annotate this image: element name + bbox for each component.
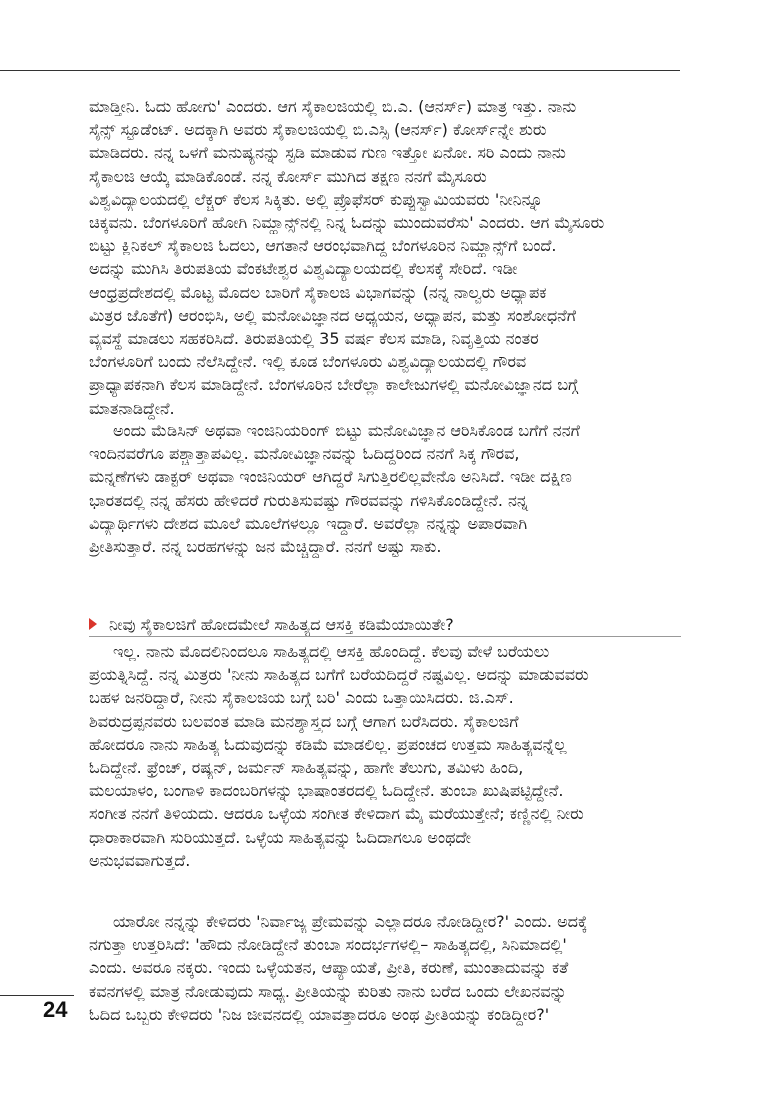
- text-line: ಮಾಡ್ತೀನಿ. ಓದು ಹೋಗು' ಎಂದರು. ಆಗ ಸೈಕಾಲಜಿಯಲ್ಲಿ ಬಿ.ಎ. (ಆನರ್ಸ್) ಮಾತ್ರ ಇತ್ತು. ನಾನು: [89, 97, 577, 116]
- page-number: 24: [43, 997, 68, 1022]
- text-line: ಇಲ್ಲ. ನಾನು ಮೊದಲಿನಿಂದಲೂ ಸಾಹಿತ್ಯದಲ್ಲಿ ಆಸಕ್ತಿ ಹೊಂದಿದ್ದೆ. ಕೆಲವು ವೇಳೆ ಬರೆಯಲು: [113, 642, 550, 661]
- text-line: ಹೋದರೂ ನಾನು ಸಾಹಿತ್ಯ ಓದುವುದನ್ನು ಕಡಿಮೆ ಮಾಡಲಿಲ್ಲ. ಪ್ರಪಂಚದ ಉತ್ತಮ ಸಾಹಿತ್ಯವನ್ನೆಲ್ಲ: [89, 734, 567, 754]
- text-line: ಮನ್ನಣೆಗಳು ಡಾಕ್ಟರ್ ಅಥವಾ ಇಂಜಿನಿಯರ್ ಆಗಿದ್ದರೆ ಸಿಗುತ್ತಿರಲಿಲ್ಲವೇನೊ ಅನಿಸಿದೆ. ಇಡೀ ದಕ್ಷಿಣ: [89, 467, 572, 487]
- text-line: ಚಿಕ್ಕವನು. ಬೆಂಗಳೂರಿಗೆ ಹೋಗಿ ನಿಮ್ಹಾನ್ಸ್‌ನಲ್ಲಿ ನಿನ್ನ ಓದನ್ನು ಮುಂದುವರೆಸು' ಎಂದರು. ಆಗ ಮೈಸೂರು: [89, 213, 605, 233]
- text-line: ಸೈನ್ಸ್ ಸ್ಟೂಡೆಂಟ್. ಅದಕ್ಕಾಗಿ ಅವರು ಸೈಕಾಲಜಿಯಲ್ಲಿ ಬಿ.ಎಸ್ಸಿ (ಆನರ್ಸ್) ಕೋರ್ಸ್‌ನ್ನೇ ಶುರು: [89, 120, 547, 140]
- paragraph-3: [89, 640, 681, 872]
- top-rule: [0, 70, 680, 71]
- text-line: ಯಾರೋ ನನ್ನನ್ನು ಕೇಳಿದರು 'ನಿರ್ವಾಜ್ಯ ಪ್ರೇಮವನ್ನು ಎಲ್ಲಾದರೂ ನೋಡಿದ್ದೀರ?' ಎಂದು. ಅದಕ್ಕೆ: [113, 912, 588, 931]
- text-line: ಅಂದು ಮೆಡಿಸಿನ್ ಅಥವಾ ಇಂಜಿನಿಯರಿಂಗ್ ಬಿಟ್ಟು ಮನೋವಿಜ್ಞಾನ ಆರಿಸಿಕೊಂಡ ಬಗೆಗೆ ನನಗೆ: [113, 421, 580, 440]
- text-line: ಇಂದಿನವರೆಗೂ ಪಶ್ಚಾತ್ತಾಪವಿಲ್ಲ. ಮನೋವಿಜ್ಞಾನವನ್ನು ಓದಿದ್ದರಿಂದ ನನಗೆ ಸಿಕ್ಕ ಗೌರವ,: [89, 444, 520, 464]
- text-line: ಪ್ರಯತ್ನಿಸಿದ್ದೆ. ನನ್ನ ಮಿತ್ರರು 'ನೀನು ಸಾಹಿತ್ಯದ ಬಗೆಗೆ ಬರೆಯದಿದ್ದರೆ ನಷ್ಟವಿಲ್ಲ. ಅದನ್ನು ಮಾಡುವವರು: [89, 665, 589, 685]
- text-line: ಮಲಯಾಳಂ, ಬಂಗಾಳಿ ಕಾದಂಬರಿಗಳನ್ನು ಭಾಷಾಂತರದಲ್ಲಿ ಓದಿದ್ದೇನೆ. ತುಂಬಾ ಖುಷಿಪಟ್ಟಿದ್ದೇನೆ.: [89, 781, 564, 801]
- text-line: ಸೈಕಾಲಜಿ ಆಯ್ಕೆ ಮಾಡಿಕೊಂಡೆ. ನನ್ನ ಕೋರ್ಸ್ ಮುಗಿದ ತಕ್ಷಣ ನನಗೆ ಮೈಸೂರು: [89, 166, 487, 186]
- paragraph-2: [89, 419, 681, 558]
- text-line: ಅನುಭವವಾಗುತ್ತದೆ.: [89, 850, 191, 870]
- question-divider: [89, 636, 681, 637]
- question-text: ನೀವು ಸೈಕಾಲಜಿಗೆ ಹೋದಮೇಲೆ ಸಾಹಿತ್ಯದ ಆಸಕ್ತಿ ಕಡಿಮೆಯಾಯಿತೇ?: [109, 615, 454, 634]
- text-line: ವಿದ್ಯಾರ್ಥಿಗಳು ದೇಶದ ಮೂಲೆ ಮೂಲೆಗಳಲ್ಲೂ ಇದ್ದಾರೆ. ಅವರೆಲ್ಲಾ ನನ್ನನ್ನು ಅಪಾರವಾಗಿ: [89, 513, 528, 533]
- text-line: ಎಂದು. ಅವರೂ ನಕ್ಕರು. ಇಂದು ಒಳ್ಳೆಯತನ, ಆಪ್ಯಾಯತೆ, ಪ್ರೀತಿ, ಕರುಣೆ, ಮುಂತಾದುವನ್ನು ಕತೆ: [89, 958, 569, 978]
- text-line: ಆಂಧ್ರಪ್ರದೇಶದಲ್ಲಿ ಮೊಟ್ಟ ಮೊದಲ ಬಾರಿಗೆ ಸೈಕಾಲಜಿ ವಿಭಾಗವನ್ನು (ನನ್ನ ನಾಲ್ವರು ಅಧ್ಯಾಪಕ: [89, 282, 547, 302]
- text-line: ವ್ಯವಸ್ಥೆ ಮಾಡಲು ಸಹಕರಿಸಿದೆ. ತಿರುಪತಿಯಲ್ಲಿ 35 ವರ್ಷ ಕೆಲಸ ಮಾಡಿ, ನಿವೃತ್ತಿಯ ನಂತರ: [89, 329, 539, 349]
- text-line: ಪ್ರೀತಿಸುತ್ತಾರೆ. ನನ್ನ ಬರಹಗಳನ್ನು ಜನ ಮೆಚ್ಚಿದ್ದಾರೆ. ನನಗೆ ಅಷ್ಟು ಸಾಕು.: [89, 537, 442, 557]
- text-line: ಸಂಗೀತ ನನಗೆ ತಿಳಿಯದು. ಆದರೂ ಒಳ್ಳೆಯ ಸಂಗೀತ ಕೇಳಿದಾಗ ಮೈ ಮರೆಯುತ್ತೇನೆ; ಕಣ್ಣಿನಲ್ಲಿ ನೀರು: [89, 804, 584, 824]
- text-line: ವಿಶ್ವವಿದ್ಯಾಲಯದಲ್ಲಿ ಲೆಕ್ಚರ್ ಕೆಲಸ ಸಿಕ್ಕಿತು. ಅಲ್ಲಿ ಪ್ರೊಫೆಸರ್ ಕುಪ್ಪುಸ್ವಾಮಿಯವರು 'ನೀನಿನ್ನೂ: [89, 189, 543, 209]
- text-line: ಓದಿದ್ದೇನೆ. ಫ್ರೆಂಚ್, ರಷ್ಯನ್, ಜರ್ಮನ್ ಸಾಹಿತ್ಯವನ್ನು, ಹಾಗೇ ತೆಲುಗು, ತಮಿಳು ಹಿಂದಿ,: [89, 758, 524, 778]
- text-line: ಕವನಗಳಲ್ಲಿ ಮಾತ್ರ ನೋಡುವುದು ಸಾಧ್ಯ. ಪ್ರೀತಿಯನ್ನು ಕುರಿತು ನಾನು ಬರೆದ ಒಂದು ಲೇಖನವನ್ನು: [89, 981, 567, 1001]
- text-line: ಅದನ್ನು ಮುಗಿಸಿ ತಿರುಪತಿಯ ವೆಂಕಟೇಶ್ವರ ವಿಶ್ವವಿದ್ಯಾಲಯದಲ್ಲಿ ಕೆಲಸಕ್ಕೆ ಸೇರಿದೆ. ಇಡೀ: [89, 259, 518, 279]
- interview-question: [89, 613, 681, 637]
- text-line: ಬಹಳ ಜನರಿದ್ದಾರೆ, ನೀನು ಸೈಕಾಲಜಿಯ ಬಗ್ಗೆ ಬರಿ' ಎಂದು ಒತ್ತಾಯಿಸಿದರು. ಜಿ.ಎಸ್.: [89, 688, 514, 708]
- text-line: ಬೆಂಗಳೂರಿಗೆ ಬಂದು ನೆಲೆಸಿದ್ದೇನೆ. ಇಲ್ಲಿ ಕೂಡ ಬೆಂಗಳೂರು ವಿಶ್ವವಿದ್ಯಾಲಯದಲ್ಲಿ ಗೌರವ: [89, 352, 527, 372]
- text-line: ಮಾಡಿದರು. ನನ್ನ ಒಳಗೆ ಮನುಷ್ಯನನ್ನು ಸ್ಟಡಿ ಮಾಡುವ ಗುಣ ಇತ್ತೋ ಏನೋ. ಸರಿ ಎಂದು ನಾನು: [89, 143, 566, 163]
- text-line: ಮಿತ್ರರ ಜೊತೆಗೆ) ಆರಂಭಿಸಿ, ಅಲ್ಲಿ ಮನೋವಿಜ್ಞಾನದ ಅಧ್ಯಯನ, ಅಧ್ಯಾಪನ, ಮತ್ತು ಸಂಶೋಧನೆಗೆ: [89, 305, 576, 325]
- paragraph-4: [89, 910, 681, 1026]
- text-line: ಧಾರಾಕಾರವಾಗಿ ಸುರಿಯುತ್ತದೆ. ಒಳ್ಳೆಯ ಸಾಹಿತ್ಯವನ್ನು ಓದಿದಾಗಲೂ ಅಂಥದೇ: [89, 827, 471, 847]
- text-line: ಮಾತನಾಡಿದ್ದೇನೆ.: [89, 398, 175, 418]
- triangle-bullet-icon: [89, 618, 97, 630]
- text-line: ಓದಿದ ಒಬ್ಬರು ಕೇಳಿದರು 'ನಿಜ ಜೀವನದಲ್ಲಿ ಯಾವತ್ತಾದರೂ ಅಂಥ ಪ್ರೀತಿಯನ್ನು ಕಂಡಿದ್ದೀರ?': [89, 1004, 550, 1024]
- text-line: ಭಾರತದಲ್ಲಿ ನನ್ನ ಹೆಸರು ಹೇಳಿದರೆ ಗುರುತಿಸುವಷ್ಟು ಗೌರವವನ್ನು ಗಳಿಸಿಕೊಂಡಿದ್ದೇನೆ. ನನ್ನ: [89, 490, 528, 510]
- text-line: ಪ್ರಾಧ್ಯಾಪಕನಾಗಿ ಕೆಲಸ ಮಾಡಿದ್ದೇನೆ. ಬೆಂಗಳೂರಿನ ಬೇರೆಲ್ಲಾ ಕಾಲೇಜುಗಳಲ್ಲಿ ಮನೋವಿಜ್ಞಾನದ ಬಗ್ಗೆ: [89, 375, 579, 395]
- paragraph-1: [89, 95, 681, 420]
- text-line: ನಗುತ್ತಾ ಉತ್ತರಿಸಿದೆ: 'ಹೌದು ನೋಡಿದ್ದೇನೆ ತುಂಬಾ ಸಂದರ್ಭಗಳಲ್ಲಿ– ಸಾಹಿತ್ಯದಲ್ಲಿ, ಸಿನಿಮಾದಲ್ಲಿ': [89, 935, 567, 955]
- text-line: ಶಿವರುದ್ರಪ್ಪನವರು ಬಲವಂತ ಮಾಡಿ ಮನಶ್ಶಾಸ್ತ್ರದ ಬಗ್ಗೆ ಆಗಾಗ ಬರೆಸಿದರು. ಸೈಕಾಲಜಿಗೆ: [89, 711, 519, 731]
- text-line: ಬಿಟ್ಟು ಕ್ಲಿನಿಕಲ್ ಸೈಕಾಲಜಿ ಓದಲು, ಆಗತಾನೆ ಆರಂಭವಾಗಿದ್ದ ಬೆಂಗಳೂರಿನ ನಿಮ್ಹಾನ್ಸ್‌ಗೆ ಬಂದೆ.: [89, 236, 557, 256]
